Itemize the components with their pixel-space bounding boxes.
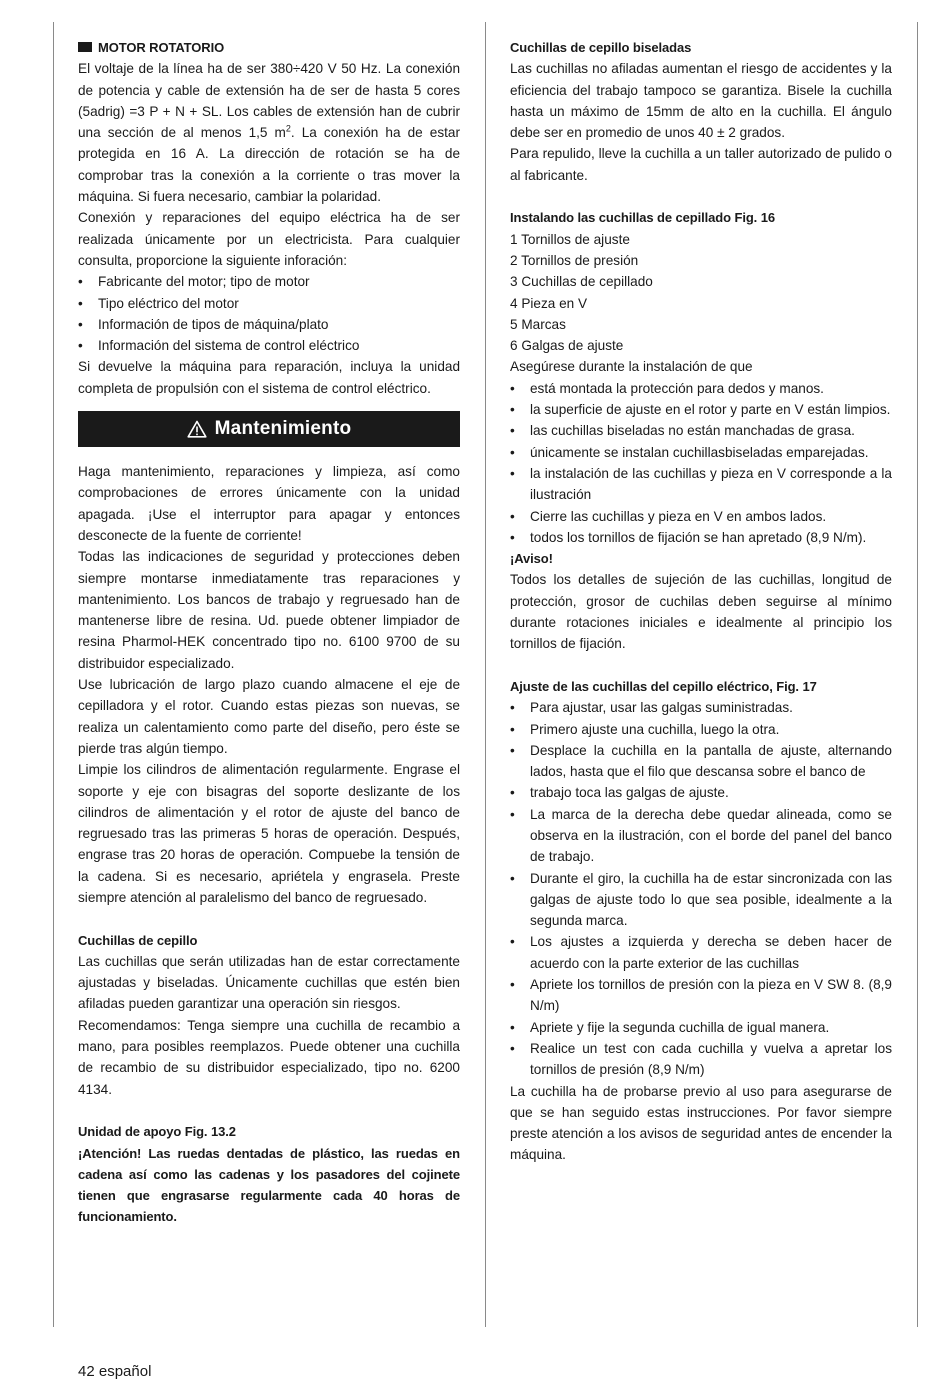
motor-paragraph-3: Si devuelve la máquina para reparación, incluya la unidad completa de propulsión con el sistema de control eléctrico.: [78, 359, 460, 396]
maintenance-paragraph-3: Use lubricación de largo plazo cuando almacene el eje de cepilladora y el rotor. Cuando estas piezas son nuevas, se realiza un calentamiento como parte del diseño, pero éste se pierde tras algún tiempo.: [78, 677, 460, 756]
right-margin-line: [917, 22, 918, 1327]
list-item: • Cierre las cuchillas y pieza en V en ambos lados.: [510, 506, 892, 527]
aviso-paragraph: Todos los detalles de sujeción de las cuchillas, longitud de protección, grosor de cuchilas deben seguirse al mínimo durante rotaciones iniciales e idealmente al principio los tornillos de fijación.: [510, 572, 892, 652]
list-item: • las cuchillas biseladas no están manchadas de grasa.: [510, 420, 892, 441]
center-divider-line: [485, 22, 486, 1327]
ajuste-steps: [510, 697, 892, 1080]
motor-info-list: [78, 271, 460, 356]
list-item: • Fabricante del motor; tipo de motor: [78, 271, 460, 292]
ajuste-paragraph: La cuchilla ha de probarse previo al uso para asegurarse de que se han seguido estas instrucciones. Por favor siempre preste atención a los avisos de seguridad antes de encender la máquina.: [510, 1083, 892, 1163]
list-item: 3 Cuchillas de cepillado: [510, 274, 653, 290]
list-item: • Para ajustar, usar las galgas suministradas.: [510, 697, 892, 718]
list-item: • Tipo eléctrico del motor: [78, 293, 460, 314]
list-item: • todos los tornillos de fijación se han apretado (8,9 N/m).: [510, 527, 892, 548]
list-item: • la superficie de ajuste en el rotor y parte en V están limpios.: [510, 399, 892, 420]
list-item: • Apriete los tornillos de presión con la pieza en V SW 8. (8,9 N/m): [510, 974, 892, 1017]
apoyo-warning: ¡Atención! Las ruedas dentadas de plástico, las ruedas en cadena así como las cadenas y los pasadores del cojinete tienen que engrasarse regularmente cada 40 horas de funcionamiento.: [78, 1145, 460, 1225]
maintenance-paragraph-1: Haga mantenimiento, reparaciones y limpieza, así como comprobaciones de errores únicamente con la unidad apagada. ¡Use el interruptor para apagar y entonces desconecte de la fuente de corriente!: [78, 464, 460, 543]
list-item: 5 Marcas: [510, 316, 566, 332]
list-item: • Primero ajuste una cuchilla, luego la otra.: [510, 719, 892, 740]
cuchillas-paragraph-2: Recomendamos: Tenga siempre una cuchilla de recambio a mano, para posibles reemplazos. Puede obtener una cuchilla de recambio de su distribuidor especializado, tipo no. 6200 4134.: [78, 1017, 460, 1097]
motor-heading: MOTOR ROTATORIO: [78, 37, 460, 58]
parts-list: [510, 229, 892, 357]
list-item: • trabajo toca las galgas de ajuste.: [510, 782, 892, 803]
list-item: 2 Tornillos de presión: [510, 252, 639, 268]
right-column: [510, 37, 892, 1166]
page-number: 42 español: [78, 1363, 152, 1380]
list-item: • únicamente se instalan cuchillasbiseladas emparejadas.: [510, 442, 892, 463]
warning-triangle-icon: [187, 420, 207, 438]
list-item: • Información de tipos de máquina/plato: [78, 314, 460, 335]
motor-paragraph-1: El voltaje de la línea ha de ser 380÷420 V 50 Hz. La conexión de potencia y cable de extensión ha de ser de hasta 5 cores (5adrig) =3 P + N + SL. Los cables de extensión han de cubrir una sección de al menos 1,5 $m^2$. La conexión ha de estar protegida en 16 A. La dirección de rotación se ha de comprobar tras la conexión a la corriente o tras mover la máquina. Si fuera necesario, cambiar la polaridad.: [78, 61, 460, 205]
maintenance-paragraph-2: Todas las indicaciones de seguridad y protecciones deben siempre montarse inmediatamente tras reparaciones y mantenimiento. Los bancos de trabajo y regruesado han de mantenerse libre de resina. Ud. puede obtener limpiador de resina Pharmol-HEK concentrado tipo no. 6100 9700 de su distribuidor especializado.: [78, 549, 460, 671]
instalando-intro: Asegúrese durante la instalación de que: [510, 359, 753, 375]
apoyo-heading: Unidad de apoyo Fig. 13.2: [78, 1124, 236, 1140]
list-item: 6 Galgas de ajuste: [510, 338, 624, 354]
list-item: • Realice un test con cada cuchilla y vuelva a apretar los tornillos de presión (8,9 N/m): [510, 1038, 892, 1081]
left-margin-line: [53, 22, 54, 1327]
list-item: • Apriete y fije la segunda cuchilla de igual manera.: [510, 1017, 892, 1038]
maintenance-banner: [78, 411, 460, 447]
maintenance-paragraph-4: Limpie los cilindros de alimentación regularmente. Engrase el soporte y eje con bisagras del soporte deslizante de los cilindros de alimentación y el rotor de ajuste del banco de regruesado tras las primeras 5 horas de operación. Después, engrase tras 20 horas de operación. Compuebe la tensión de la cadena. Si es necesario, apriétela y engrasela. Preste siempre atención al paralelismo del banco de regruesado.: [78, 762, 460, 905]
biseladas-heading: Cuchillas de cepillo biseladas: [510, 40, 692, 55]
cuchillas-heading: Cuchillas de cepillo: [78, 932, 198, 948]
left-column: [78, 37, 460, 1228]
list-item: • Durante el giro, la cuchilla ha de estar sincronizada con las galgas de ajuste todo lo que sea posible, idealmente a la segunda marca.: [510, 868, 892, 932]
list-item: • la instalación de las cuchillas y pieza en V corresponde a la ilustración: [510, 463, 892, 506]
list-item: • Los ajustes a izquierda y derecha se deben hacer de acuerdo con la parte exterior de las cuchillas: [510, 931, 892, 974]
motor-paragraph-2: Conexión y reparaciones del equipo eléctrica ha de ser realizada únicamente por un electricista. Para cualquier consulta, proporcione la siguiente inforación:: [78, 210, 460, 268]
maintenance-title: Mantenimiento: [214, 418, 352, 440]
list-item: • La marca de la derecha debe quedar alineada, como se observa en la ilustración, con el borde del panel del banco de trabajo.: [510, 804, 892, 868]
list-item: • Información del sistema de control eléctrico: [78, 335, 460, 356]
ajuste-heading: Ajuste de las cuchillas del cepillo eléctrico, Fig. 17: [510, 678, 817, 694]
aviso-heading: ¡Aviso!: [510, 551, 553, 567]
square-bullet-icon: [78, 42, 92, 52]
list-item: • está montada la protección para dedos y manos.: [510, 378, 892, 399]
cuchillas-paragraph-1: Las cuchillas que serán utilizadas han de estar correctamente ajustadas y biseladas. Únicamente cuchillas que estén bien afiladas pueden garantizar una operación sin riesgos.: [78, 953, 460, 1012]
list-item: • Desplace la cuchilla en la pantalla de ajuste, alternando lados, hasta que el filo que descansa sobre el banco de: [510, 740, 892, 783]
biseladas-paragraph-1: Las cuchillas no afiladas aumentan el riesgo de accidentes y la eficiencia del trabajo tampoco se garantiza. Bisele la cuchilla hasta un máximo de 15mm de alto en la cuchilla. El ángulo debe ser en promedio de unos 40 ± 2 grados.: [510, 61, 892, 141]
biseladas-paragraph-2: Para repulido, lleve la cuchilla a un taller autorizado de pulido o al fabricante.: [510, 146, 892, 183]
instalando-heading: Instalando las cuchillas de cepillado Fig. 16: [510, 210, 775, 226]
instalando-checklist: [510, 378, 892, 548]
list-item: 4 Pieza en V: [510, 295, 588, 311]
list-item: 1 Tornillos de ajuste: [510, 231, 630, 247]
